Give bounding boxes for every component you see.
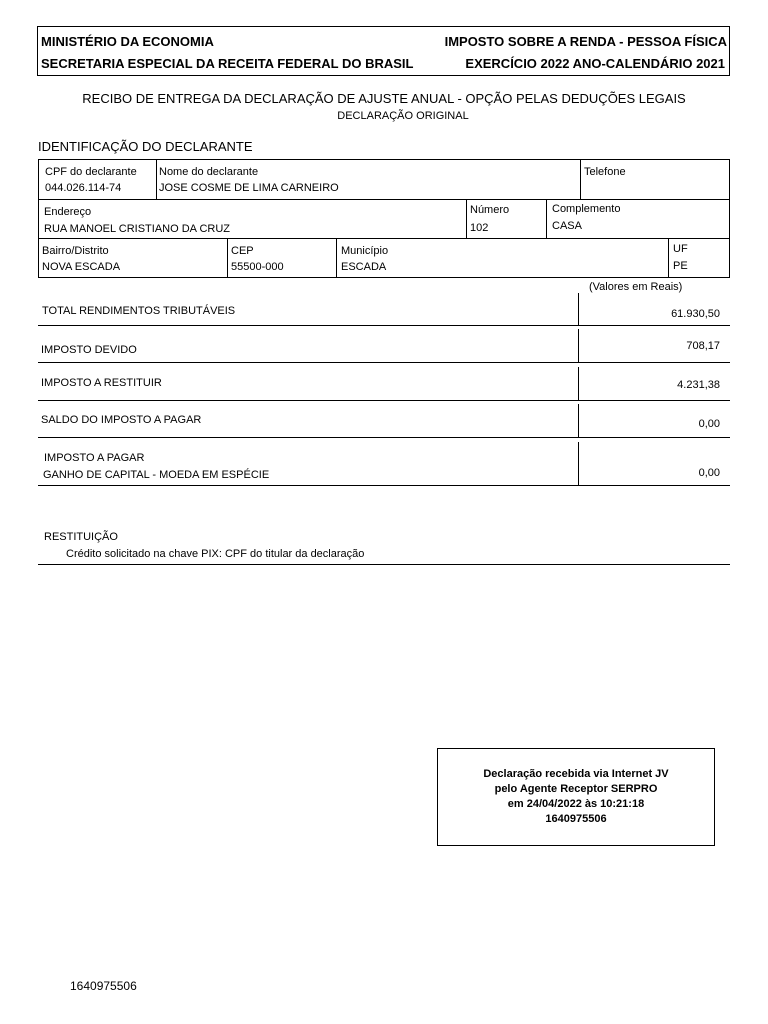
reception-line-3: em 24/04/2022 às 10:21:18 bbox=[507, 798, 645, 810]
divider bbox=[38, 400, 730, 401]
total-label-taxable-income: TOTAL RENDIMENTOS TRIBUTÁVEIS bbox=[42, 305, 236, 317]
complement-value: CASA bbox=[552, 220, 582, 232]
reception-line-4: 1640975506 bbox=[545, 813, 607, 825]
ministry-name: MINISTÉRIO DA ECONOMIA bbox=[41, 34, 214, 49]
identification-title: IDENTIFICAÇÃO DO DECLARANTE bbox=[38, 139, 253, 154]
divider bbox=[578, 329, 579, 362]
cpf-label: CPF do declarante bbox=[45, 166, 137, 178]
total-value-balance: 0,00 bbox=[698, 418, 720, 430]
address-value: RUA MANOEL CRISTIANO DA CRUZ bbox=[44, 223, 231, 235]
divider bbox=[38, 437, 730, 438]
district-label: Bairro/Distrito bbox=[42, 245, 109, 257]
divider bbox=[336, 238, 337, 278]
divider bbox=[38, 238, 730, 239]
total-value-tax-payable: 0,00 bbox=[698, 467, 720, 479]
uf-label: UF bbox=[673, 243, 688, 255]
phone-label: Telefone bbox=[584, 166, 626, 178]
exercise-year: EXERCÍCIO 2022 ANO-CALENDÁRIO 2021 bbox=[465, 56, 725, 71]
header-box bbox=[37, 26, 730, 76]
divider bbox=[546, 199, 547, 238]
cep-label: CEP bbox=[231, 245, 254, 257]
divider bbox=[38, 564, 730, 565]
tax-title: IMPOSTO SOBRE A RENDA - PESSOA FÍSICA bbox=[444, 34, 727, 49]
number-value: 102 bbox=[470, 222, 489, 234]
address-label: Endereço bbox=[44, 206, 92, 218]
divider bbox=[38, 199, 730, 200]
divider bbox=[38, 485, 730, 486]
number-label: Número bbox=[470, 204, 510, 216]
uf-value: PE bbox=[673, 260, 688, 272]
city-value: ESCADA bbox=[341, 261, 387, 273]
divider bbox=[578, 367, 579, 400]
district-value: NOVA ESCADA bbox=[42, 261, 121, 273]
receipt-subtitle: DECLARAÇÃO ORIGINAL bbox=[337, 110, 469, 122]
divider bbox=[156, 159, 157, 199]
divider bbox=[578, 442, 579, 485]
cep-value: 55500-000 bbox=[231, 261, 284, 273]
footer-code: 1640975506 bbox=[70, 979, 137, 993]
divider bbox=[578, 404, 579, 437]
total-label-capital-gain: GANHO DE CAPITAL - MOEDA EM ESPÉCIE bbox=[43, 469, 270, 481]
reception-stamp-box bbox=[437, 748, 715, 846]
divider bbox=[580, 159, 581, 199]
receipt-title: RECIBO DE ENTREGA DA DECLARAÇÃO DE AJUSTE ANUAL - OPÇÃO PELAS DEDUÇÕES LEGAIS bbox=[82, 91, 686, 106]
restitution-title: RESTITUIÇÃO bbox=[44, 531, 118, 543]
complement-label: Complemento bbox=[552, 203, 621, 215]
name-label: Nome do declarante bbox=[159, 166, 259, 178]
divider bbox=[227, 238, 228, 278]
total-label-tax-due: IMPOSTO DEVIDO bbox=[41, 344, 137, 356]
total-label-refund: IMPOSTO A RESTITUIR bbox=[41, 377, 162, 389]
values-note: (Valores em Reais) bbox=[589, 281, 683, 293]
divider bbox=[466, 199, 467, 238]
restitution-text: Crédito solicitado na chave PIX: CPF do titular da declaração bbox=[66, 548, 365, 560]
name-value: JOSE COSME DE LIMA CARNEIRO bbox=[159, 182, 339, 194]
total-value-refund: 4.231,38 bbox=[677, 379, 720, 391]
secretariat-name: SECRETARIA ESPECIAL DA RECEITA FEDERAL DO BRASIL bbox=[41, 56, 414, 71]
cpf-value: 044.026.114-74 bbox=[45, 182, 122, 194]
reception-line-2: pelo Agente Receptor SERPRO bbox=[494, 783, 658, 795]
total-value-taxable-income: 61.930,50 bbox=[671, 308, 720, 320]
total-label-balance: SALDO DO IMPOSTO A PAGAR bbox=[41, 414, 202, 426]
city-label: Município bbox=[341, 245, 389, 257]
divider bbox=[38, 325, 730, 326]
reception-line-1: Declaração recebida via Internet JV bbox=[483, 768, 669, 780]
divider bbox=[668, 238, 669, 278]
total-label-tax-payable: IMPOSTO A PAGAR bbox=[44, 452, 145, 464]
total-value-tax-due: 708,17 bbox=[686, 340, 720, 352]
divider bbox=[578, 293, 579, 325]
divider bbox=[38, 362, 730, 363]
